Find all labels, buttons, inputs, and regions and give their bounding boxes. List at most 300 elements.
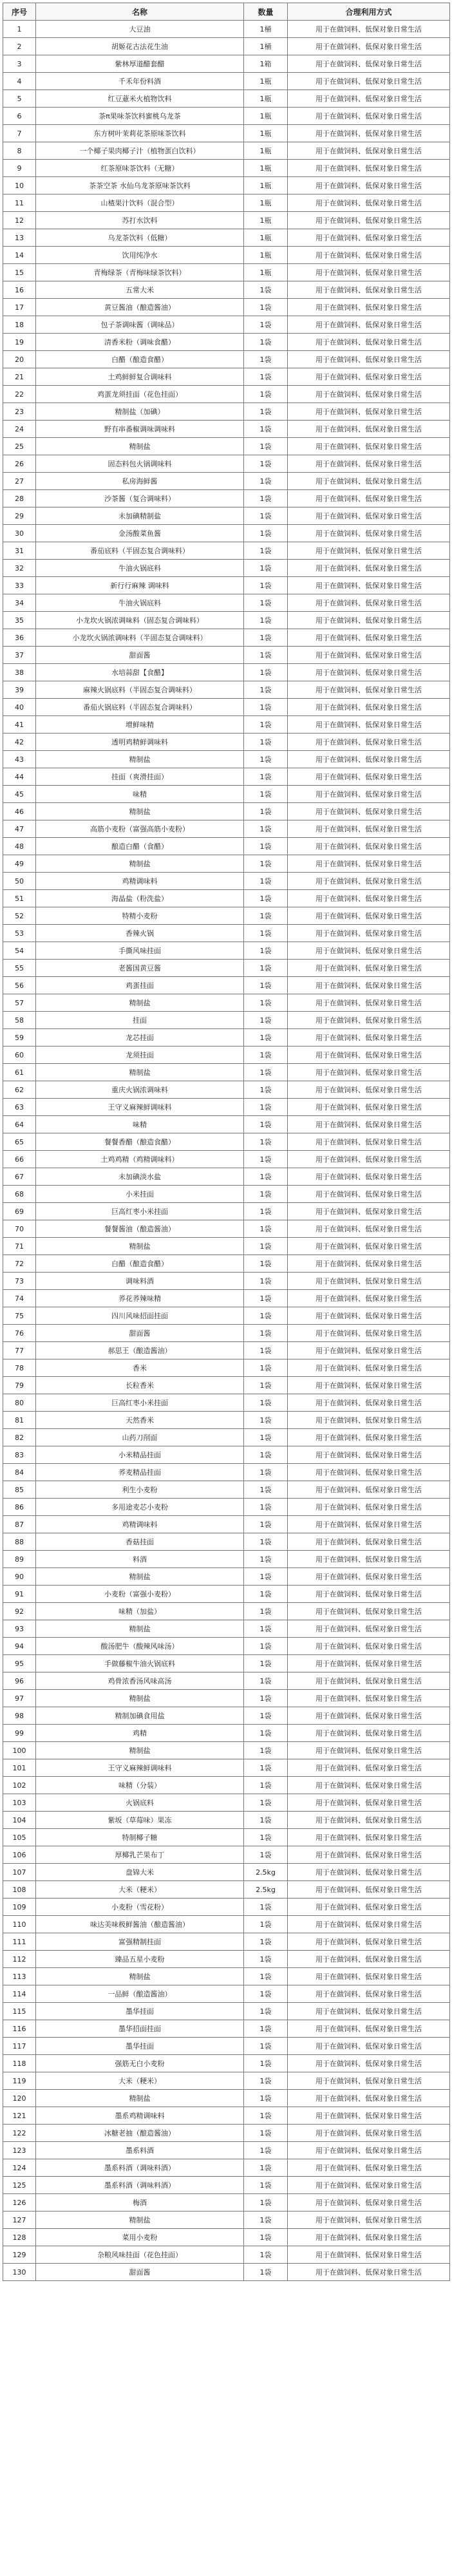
row-quantity: 1袋 [244, 1168, 288, 1186]
row-quantity: 1袋 [244, 594, 288, 612]
row-usage: 用于在做饲料、低保对象日常生活 [288, 2211, 450, 2229]
row-usage: 用于在做饲料、低保对象日常生活 [288, 316, 450, 334]
row-index: 24 [3, 421, 36, 438]
row-quantity: 1袋 [244, 2246, 288, 2264]
table-row [3, 2142, 450, 2159]
row-usage: 用于在做饲料、低保对象日常生活 [288, 1725, 450, 1742]
row-quantity: 1袋 [244, 1342, 288, 1359]
row-usage: 用于在做饲料、低保对象日常生活 [288, 1325, 450, 1342]
row-usage: 用于在做饲料、低保对象日常生活 [288, 55, 450, 73]
row-usage: 用于在做饲料、低保对象日常生活 [288, 942, 450, 960]
row-index: 12 [3, 212, 36, 229]
row-usage: 用于在做饲料、低保对象日常生活 [288, 438, 450, 455]
table-row [3, 1829, 450, 1846]
row-quantity: 1袋 [244, 577, 288, 594]
table-row [3, 1394, 450, 1412]
row-quantity: 1袋 [244, 316, 288, 334]
row-name: 香辣火锅 [36, 925, 244, 942]
row-quantity: 1袋 [244, 542, 288, 560]
table-row [3, 786, 450, 803]
row-index: 76 [3, 1325, 36, 1342]
row-index: 30 [3, 525, 36, 542]
row-usage: 用于在做饲料、低保对象日常生活 [288, 751, 450, 768]
row-index: 99 [3, 1725, 36, 1742]
row-name: 精制盐 [36, 1620, 244, 1638]
row-name: 未加碘精制盐 [36, 507, 244, 525]
row-quantity: 1袋 [244, 838, 288, 855]
row-usage: 用于在做饲料、低保对象日常生活 [288, 1951, 450, 1968]
row-quantity: 1瓶 [244, 177, 288, 194]
table-row [3, 229, 450, 247]
row-index: 23 [3, 403, 36, 421]
row-index: 62 [3, 1081, 36, 1099]
row-index: 118 [3, 2055, 36, 2072]
table-row [3, 421, 450, 438]
row-quantity: 1袋 [244, 368, 288, 386]
row-quantity: 1瓶 [244, 108, 288, 125]
row-quantity: 1袋 [244, 1012, 288, 1029]
row-name: 小龙坎火锅浓调味料（固态复合调味料） [36, 612, 244, 629]
row-index: 68 [3, 1186, 36, 1203]
row-index: 10 [3, 177, 36, 194]
row-usage: 用于在做饲料、低保对象日常生活 [288, 1586, 450, 1603]
row-usage: 用于在做饲料、低保对象日常生活 [288, 1742, 450, 1759]
table-row [3, 1568, 450, 1586]
row-name: 土鸡鸡精（鸡精调味料） [36, 1151, 244, 1168]
row-index: 52 [3, 907, 36, 925]
row-index: 95 [3, 1655, 36, 1672]
row-quantity: 1桶 [244, 38, 288, 55]
row-name: 金汤酸菜鱼酱 [36, 525, 244, 542]
row-usage: 用于在做饲料、低保对象日常生活 [288, 1707, 450, 1725]
row-index: 115 [3, 2003, 36, 2020]
row-name: 富强精制挂面 [36, 1933, 244, 1951]
row-quantity: 1袋 [244, 803, 288, 820]
row-quantity: 1袋 [244, 1220, 288, 1238]
row-usage: 用于在做饲料、低保对象日常生活 [288, 1290, 450, 1307]
table-row [3, 681, 450, 699]
row-quantity: 1袋 [244, 1707, 288, 1725]
row-usage: 用于在做饲料、低保对象日常生活 [288, 1638, 450, 1655]
row-name: 小龙坎火锅浓调味料（半固态复合调味料） [36, 629, 244, 647]
row-index: 28 [3, 490, 36, 507]
row-quantity: 1袋 [244, 1325, 288, 1342]
row-name: 冰糖老抽（酿造酱油） [36, 2125, 244, 2142]
row-quantity: 1袋 [244, 1273, 288, 1290]
row-quantity: 1袋 [244, 1133, 288, 1151]
row-quantity: 1瓶 [244, 125, 288, 142]
row-usage: 用于在做饲料、低保对象日常生活 [288, 194, 450, 212]
row-quantity: 1袋 [244, 1586, 288, 1603]
row-index: 83 [3, 1446, 36, 1464]
row-quantity: 1袋 [244, 960, 288, 977]
row-name: 特精小麦粉 [36, 907, 244, 925]
row-quantity: 1袋 [244, 281, 288, 299]
row-usage: 用于在做饲料、低保对象日常生活 [288, 247, 450, 264]
row-quantity: 1袋 [244, 1690, 288, 1707]
row-usage: 用于在做饲料、低保对象日常生活 [288, 38, 450, 55]
row-quantity: 1袋 [244, 1203, 288, 1220]
row-index: 84 [3, 1464, 36, 1481]
table-row [3, 1168, 450, 1186]
row-name: 鸡精调味料 [36, 873, 244, 890]
row-usage: 用于在做饲料、低保对象日常生活 [288, 1012, 450, 1029]
row-name: 一品鲜（酿造酱油） [36, 1985, 244, 2003]
row-index: 45 [3, 786, 36, 803]
row-usage: 用于在做饲料、低保对象日常生活 [288, 1273, 450, 1290]
row-quantity: 1袋 [244, 2003, 288, 2020]
row-usage: 用于在做饲料、低保对象日常生活 [288, 1568, 450, 1586]
table-row [3, 734, 450, 751]
table-row [3, 1672, 450, 1690]
row-index: 80 [3, 1394, 36, 1412]
row-usage: 用于在做饲料、低保对象日常生活 [288, 1238, 450, 1255]
table-row [3, 542, 450, 560]
row-usage: 用于在做饲料、低保对象日常生活 [288, 1829, 450, 1846]
table-row [3, 160, 450, 177]
row-name: 大米（粳米） [36, 1881, 244, 1899]
row-name: 特制椰子糖 [36, 1829, 244, 1846]
table-row [3, 1881, 450, 1899]
row-index: 25 [3, 438, 36, 455]
row-name: 利生小麦粉 [36, 1481, 244, 1499]
table-row [3, 194, 450, 212]
row-name: 菜用小麦粉 [36, 2229, 244, 2246]
row-index: 55 [3, 960, 36, 977]
row-name: 红茶原味茶饮料（无糖） [36, 160, 244, 177]
row-index: 33 [3, 577, 36, 594]
row-index: 27 [3, 473, 36, 490]
table-row [3, 90, 450, 108]
row-name: 鸡精 [36, 1725, 244, 1742]
table-row [3, 1133, 450, 1151]
row-usage: 用于在做饲料、低保对象日常生活 [288, 2090, 450, 2107]
table-row [3, 994, 450, 1012]
row-quantity: 1袋 [244, 2125, 288, 2142]
table-row [3, 1029, 450, 1046]
row-quantity: 1袋 [244, 438, 288, 455]
table-row [3, 1151, 450, 1168]
row-index: 8 [3, 142, 36, 160]
row-index: 101 [3, 1759, 36, 1777]
row-quantity: 1袋 [244, 681, 288, 699]
table-row [3, 334, 450, 351]
row-quantity: 1袋 [244, 1186, 288, 1203]
row-usage: 用于在做饲料、低保对象日常生活 [288, 734, 450, 751]
row-index: 96 [3, 1672, 36, 1690]
row-index: 60 [3, 1046, 36, 1064]
row-quantity: 1袋 [244, 1551, 288, 1568]
row-usage: 用于在做饲料、低保对象日常生活 [288, 142, 450, 160]
row-quantity: 1瓶 [244, 160, 288, 177]
row-quantity: 1袋 [244, 2038, 288, 2055]
row-index: 38 [3, 664, 36, 681]
row-quantity: 1袋 [244, 1377, 288, 1394]
table-row [3, 2090, 450, 2107]
row-index: 26 [3, 455, 36, 473]
row-name: 郝思王（酿造酱油） [36, 1342, 244, 1359]
row-name: 甜面酱 [36, 647, 244, 664]
table-row [3, 1255, 450, 1273]
row-index: 113 [3, 1968, 36, 1985]
table-row [3, 768, 450, 786]
table-row [3, 38, 450, 55]
row-quantity: 1袋 [244, 768, 288, 786]
table-row [3, 2177, 450, 2194]
row-usage: 用于在做饲料、低保对象日常生活 [288, 1777, 450, 1794]
row-index: 117 [3, 2038, 36, 2055]
row-usage: 用于在做饲料、低保对象日常生活 [288, 1881, 450, 1899]
row-index: 86 [3, 1499, 36, 1516]
row-name: 野有串番椒调味调味料 [36, 421, 244, 438]
row-index: 125 [3, 2177, 36, 2194]
table-row [3, 1794, 450, 1812]
row-usage: 用于在做饲料、低保对象日常生活 [288, 21, 450, 38]
row-usage: 用于在做饲料、低保对象日常生活 [288, 925, 450, 942]
table-row [3, 647, 450, 664]
row-index: 32 [3, 560, 36, 577]
row-name: 精制盐 [36, 855, 244, 873]
row-index: 112 [3, 1951, 36, 1968]
row-name: 精制盐 [36, 1568, 244, 1586]
row-name: 沙茶酱（复合调味料） [36, 490, 244, 507]
row-index: 111 [3, 1933, 36, 1951]
row-name: 黄豆酱油（酿造酱油） [36, 299, 244, 316]
row-name: 墨华挂面 [36, 2003, 244, 2020]
row-index: 7 [3, 125, 36, 142]
row-name: 巨高红枣小米挂面 [36, 1394, 244, 1412]
row-index: 100 [3, 1742, 36, 1759]
row-usage: 用于在做饲料、低保对象日常生活 [288, 1412, 450, 1429]
row-usage: 用于在做饲料、低保对象日常生活 [288, 368, 450, 386]
table-row [3, 1846, 450, 1864]
row-usage: 用于在做饲料、低保对象日常生活 [288, 820, 450, 838]
table-row [3, 1046, 450, 1064]
row-usage: 用于在做饲料、低保对象日常生活 [288, 1029, 450, 1046]
table-row [3, 1864, 450, 1881]
table-row [3, 368, 450, 386]
table-row [3, 73, 450, 90]
row-index: 5 [3, 90, 36, 108]
row-usage: 用于在做饲料、低保对象日常生活 [288, 2264, 450, 2281]
table-row [3, 1238, 450, 1255]
row-index: 106 [3, 1846, 36, 1864]
row-name: 料酒 [36, 1551, 244, 1568]
row-index: 2 [3, 38, 36, 55]
row-usage: 用于在做饲料、低保对象日常生活 [288, 2159, 450, 2177]
row-usage: 用于在做饲料、低保对象日常生活 [288, 2055, 450, 2072]
row-index: 69 [3, 1203, 36, 1220]
row-index: 128 [3, 2229, 36, 2246]
row-name: 紫坂（草莓味）果冻 [36, 1812, 244, 1829]
table-row [3, 507, 450, 525]
row-name: 海晶盐（粉洗盐） [36, 890, 244, 907]
row-index: 108 [3, 1881, 36, 1899]
row-name: 巨高红枣小米挂面 [36, 1203, 244, 1220]
row-name: 墨系料酒（调味料酒） [36, 2159, 244, 2177]
table-row [3, 1899, 450, 1916]
row-name: 新行行麻辣 调味料 [36, 577, 244, 594]
row-quantity: 1袋 [244, 1638, 288, 1655]
row-name: 多用途麦芯小麦粉 [36, 1499, 244, 1516]
row-quantity: 1袋 [244, 560, 288, 577]
row-name: 天然香米 [36, 1412, 244, 1429]
row-index: 4 [3, 73, 36, 90]
row-usage: 用于在做饲料、低保对象日常生活 [288, 421, 450, 438]
table-row [3, 1586, 450, 1603]
row-index: 39 [3, 681, 36, 699]
row-quantity: 1瓶 [244, 229, 288, 247]
table-row [3, 960, 450, 977]
row-index: 85 [3, 1481, 36, 1499]
table-row [3, 2038, 450, 2055]
row-index: 18 [3, 316, 36, 334]
row-quantity: 1袋 [244, 299, 288, 316]
table-row [3, 1481, 450, 1499]
row-index: 61 [3, 1064, 36, 1081]
row-usage: 用于在做饲料、低保对象日常生活 [288, 281, 450, 299]
table-row [3, 890, 450, 907]
row-index: 31 [3, 542, 36, 560]
row-index: 70 [3, 1220, 36, 1238]
row-name: 小米精品挂面 [36, 1446, 244, 1464]
row-name: 墨系料酒（调味料酒） [36, 2177, 244, 2194]
table-row [3, 1620, 450, 1638]
row-name: 包子茶调味酱（调味品） [36, 316, 244, 334]
table-row [3, 716, 450, 734]
table-row [3, 1290, 450, 1307]
table-row [3, 1325, 450, 1342]
row-name: 精制盐 [36, 1238, 244, 1255]
row-quantity: 1袋 [244, 1655, 288, 1672]
row-index: 123 [3, 2142, 36, 2159]
table-row [3, 612, 450, 629]
table-row [3, 1759, 450, 1777]
table-row [3, 455, 450, 473]
row-index: 73 [3, 1273, 36, 1290]
table-row [3, 594, 450, 612]
row-name: 东方树叶茉莉花茶原味茶饮料 [36, 125, 244, 142]
table-row [3, 438, 450, 455]
row-index: 114 [3, 1985, 36, 2003]
row-usage: 用于在做饲料、低保对象日常生活 [288, 73, 450, 90]
header-quantity: 数量 [244, 3, 288, 21]
row-usage: 用于在做饲料、低保对象日常生活 [288, 1846, 450, 1864]
row-quantity: 1袋 [244, 1812, 288, 1829]
row-usage: 用于在做饲料、低保对象日常生活 [288, 803, 450, 820]
table-row [3, 699, 450, 716]
table-row [3, 1429, 450, 1446]
row-quantity: 1袋 [244, 1777, 288, 1794]
row-index: 56 [3, 977, 36, 994]
row-quantity: 1袋 [244, 977, 288, 994]
row-quantity: 1袋 [244, 1116, 288, 1133]
table-row [3, 1307, 450, 1325]
row-quantity: 1袋 [244, 1568, 288, 1586]
row-name: 鸡骨浓香汤风味高汤 [36, 1672, 244, 1690]
row-name: 一个椰子果肉椰子汁（植物蛋白饮料） [36, 142, 244, 160]
table-row [3, 1446, 450, 1464]
row-usage: 用于在做饲料、低保对象日常生活 [288, 768, 450, 786]
row-quantity: 1袋 [244, 1307, 288, 1325]
table-row [3, 751, 450, 768]
row-name: 精制盐 [36, 1968, 244, 1985]
table-row [3, 55, 450, 73]
row-index: 50 [3, 873, 36, 890]
row-name: 精制盐 [36, 2211, 244, 2229]
table-row [3, 1951, 450, 1968]
row-quantity: 1袋 [244, 1985, 288, 2003]
row-index: 11 [3, 194, 36, 212]
row-quantity: 1袋 [244, 2072, 288, 2090]
row-name: 王守义麻辣鲜调味料 [36, 1099, 244, 1116]
row-usage: 用于在做饲料、低保对象日常生活 [288, 1899, 450, 1916]
row-index: 41 [3, 716, 36, 734]
row-usage: 用于在做饲料、低保对象日常生活 [288, 560, 450, 577]
row-name: 味精（加盐） [36, 1603, 244, 1620]
row-index: 74 [3, 1290, 36, 1307]
table-row [3, 925, 450, 942]
row-name: 王守义麻辣鲜调味料 [36, 1759, 244, 1777]
row-quantity: 1袋 [244, 942, 288, 960]
row-name: 私房海鲜酱 [36, 473, 244, 490]
row-index: 75 [3, 1307, 36, 1325]
row-quantity: 1袋 [244, 1794, 288, 1812]
row-quantity: 1瓶 [244, 264, 288, 281]
row-usage: 用于在做饲料、低保对象日常生活 [288, 1464, 450, 1481]
row-usage: 用于在做饲料、低保对象日常生活 [288, 2107, 450, 2125]
row-quantity: 1袋 [244, 1933, 288, 1951]
row-name: 水培蒜甜【食醋】 [36, 664, 244, 681]
table-row [3, 1464, 450, 1481]
row-quantity: 1袋 [244, 612, 288, 629]
table-row [3, 2055, 450, 2072]
table-row [3, 316, 450, 334]
table-row [3, 2125, 450, 2142]
row-index: 6 [3, 108, 36, 125]
row-usage: 用于在做饲料、低保对象日常生活 [288, 490, 450, 507]
row-quantity: 1袋 [244, 855, 288, 873]
row-usage: 用于在做饲料、低保对象日常生活 [288, 716, 450, 734]
row-name: 未加碘淡水盐 [36, 1168, 244, 1186]
table-row [3, 1081, 450, 1099]
row-quantity: 1袋 [244, 2194, 288, 2211]
row-index: 57 [3, 994, 36, 1012]
row-quantity: 1袋 [244, 1725, 288, 1742]
row-usage: 用于在做饲料、低保对象日常生活 [288, 525, 450, 542]
row-usage: 用于在做饲料、低保对象日常生活 [288, 612, 450, 629]
row-usage: 用于在做饲料、低保对象日常生活 [288, 1620, 450, 1638]
row-usage: 用于在做饲料、低保对象日常生活 [288, 2229, 450, 2246]
row-name: 精制盐 [36, 994, 244, 1012]
row-usage: 用于在做饲料、低保对象日常生活 [288, 1533, 450, 1551]
row-quantity: 1袋 [244, 403, 288, 421]
row-index: 94 [3, 1638, 36, 1655]
row-name: 香菇挂面 [36, 1533, 244, 1551]
row-index: 109 [3, 1899, 36, 1916]
row-name: 酿造白醋（食醋） [36, 838, 244, 855]
row-usage: 用于在做饲料、低保对象日常生活 [288, 1255, 450, 1273]
row-name: 鸡蛋挂面 [36, 977, 244, 994]
table-row [3, 1725, 450, 1742]
row-index: 90 [3, 1568, 36, 1586]
row-usage: 用于在做饲料、低保对象日常生活 [288, 647, 450, 664]
row-quantity: 1袋 [244, 1081, 288, 1099]
table-row [3, 1516, 450, 1533]
row-name: 精制盐 [36, 751, 244, 768]
row-name: 苏打水饮料 [36, 212, 244, 229]
row-index: 71 [3, 1238, 36, 1255]
